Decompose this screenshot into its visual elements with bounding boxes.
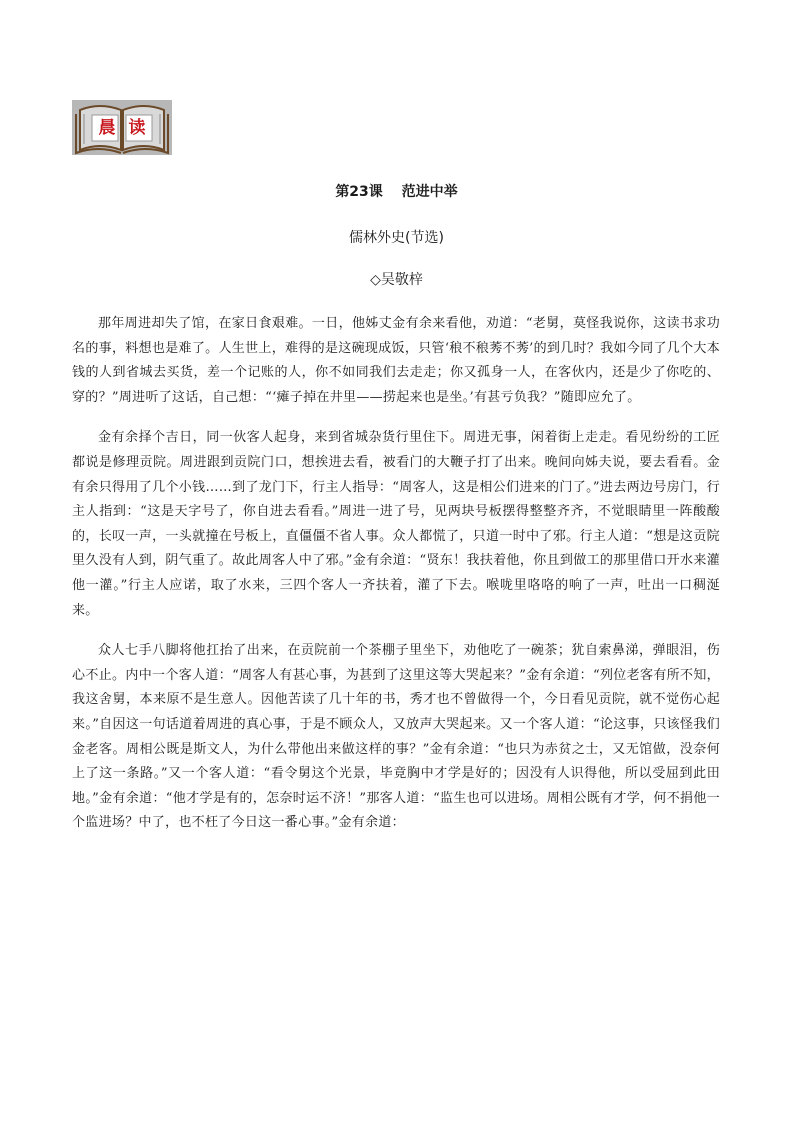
paragraph: 众人七手八脚将他扛抬了出来，在贡院前一个茶棚子里坐下，劝他吃了一碗茶；犹自索鼻涕，弹眼泪，伤心不止。内中一个客人道：“周客人有甚心事，为甚到了这里这等大哭起来？”金有余道：“列位老客有所不知，我这舍舅，本来原不是生意人。因他苦读了几十年的书，秀才也不曾做得一个，今日看见贡院，就不觉伤心起来。”自因这一句话道着周进的真心事，于是不顾众人，又放声大哭起来。又一个客人道：“论这事，只该怪我们金老客。周相公既是斯文人，为什么带他出来做这样的事？”金有余道：“也只为赤贫之士，又无馆做，没奈何上了这一条路。”又一个客人道：“看令舅这个光景，毕竟胸中才学是好的；因没有人识得他，所以受屈到此田地。”金有余道：“他才学是有的，怎奈时运不济！”那客人道：“监生也可以进场。周相公既有才学，何不捐他一个监进场？中了，也不枉了今日这一番心事。”金有余道： — [72, 643, 720, 831]
article-body — [72, 312, 720, 852]
logo-char-read: 读 — [128, 118, 146, 138]
author-line: ◇吴敬梓 — [370, 272, 423, 288]
paragraph: 金有余择个吉日，同一伙客人起身，来到省城杂货行里住下。周进无事，闲着街上走走。看见纷纷的工匠都说是修理贡院。周进跟到贡院门口，想挨进去看，被看门的大鞭子打了出来。晚间向姊夫说，要去看看。金有余只得用了几个小钱……到了龙门下，行主人指导：“周客人，这是相公们进来的门了。”进去两边号房门，行主人指到：“这是天字号了，你自进去看看。”周进一进了号，见两块号板摆得整整齐齐，不觉眼睛里一阵酸酸的，长叹一声，一头就撞在号板上，直僵僵不省人事。众人都慌了，只道一时中了邪。行主人道：“想是这贡院里久没有人到，阴气重了。故此周客人中了邪。”金有余道：“贤东！我扶着他，你且到做工的那里借口开水来灌他一灌。”行主人应诺，取了水来，三四个客人一齐扶着，灌了下去。喉咙里咯咯的响了一声，吐出一口稠涎来。 — [72, 430, 720, 618]
logo-char-morning: 晨 — [98, 118, 116, 138]
source-title: 儒林外史(节选) — [349, 230, 444, 246]
paragraph: 那年周进却失了馆，在家日食艰难。一日，他姊丈金有余来看他，劝道：“老舅，莫怪我说你，这读书求功名的事，料想也是难了。人生世上，难得的是这碗现成饭，只管‘稂不稂莠不莠’的到几时？我如今同了几个大本钱的人到省城去买货，差一个记账的人，你不如同我们去走走；你又孤身一人，在客伙内，还是少了你吃的、穿的？”周进听了这话，自己想：“‘瘫子掉在井里——捞起来也是坐。’有甚亏负我？”随即应允了。 — [72, 316, 720, 405]
morning-reading-logo — [72, 100, 172, 155]
open-book-icon — [72, 100, 172, 155]
lesson-title: 第23课 范进中举 — [335, 184, 458, 200]
